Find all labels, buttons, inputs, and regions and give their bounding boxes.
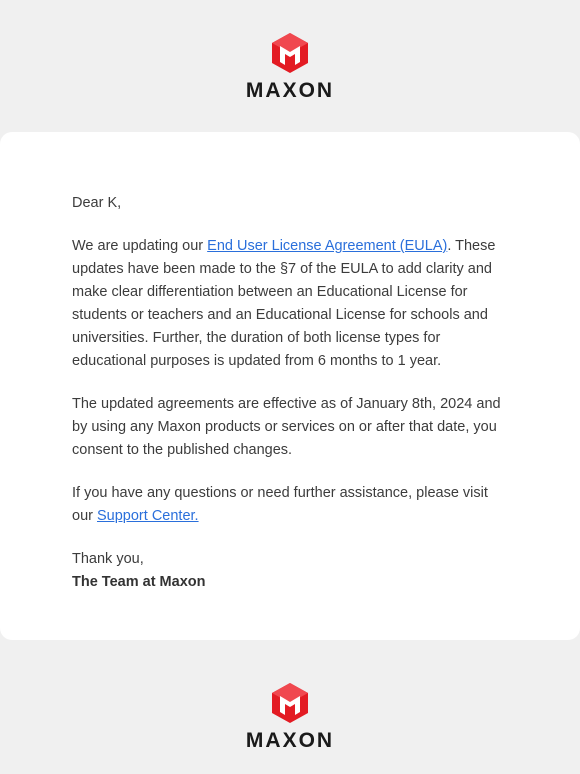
greeting: Dear K, xyxy=(72,195,122,211)
signature: The Team at Maxon xyxy=(72,574,206,590)
brand-wordmark: MAXON xyxy=(245,729,335,752)
maxon-hexagon-m-icon xyxy=(271,32,309,74)
brand-wordmark: MAXON xyxy=(245,79,335,102)
paragraph-effective-date: The updated agreements are effective as of January 8th, 2024 and by using any Maxon products or services on or after that date, you consent to the published changes. xyxy=(72,396,501,458)
p1-text-before: We are updating our xyxy=(72,238,208,254)
footer-logo[interactable] xyxy=(0,682,580,751)
maxon-hexagon-m-icon xyxy=(271,682,309,724)
p3-text-before: If you have any questions or need further assistance, please visit our xyxy=(72,485,488,524)
support-center-link[interactable]: Support Center. xyxy=(97,508,199,524)
eula-link[interactable]: End User License Agreement (EULA) xyxy=(207,238,448,254)
email-body xyxy=(72,192,512,594)
paragraph-support xyxy=(72,482,512,528)
p1-text-after: . These updates have been made to the §7 of the EULA to add clarity and make clear differentiation between an Educational License for students or teachers and an Educational License for schools and universities. Further, the duration of both license types for educational purposes is updated from 6 months to 1 year. xyxy=(72,238,496,369)
header-logo[interactable] xyxy=(0,32,580,101)
paragraph-eula-update xyxy=(72,235,512,373)
email-card xyxy=(0,132,580,640)
thanks-line: Thank you, xyxy=(72,551,144,567)
